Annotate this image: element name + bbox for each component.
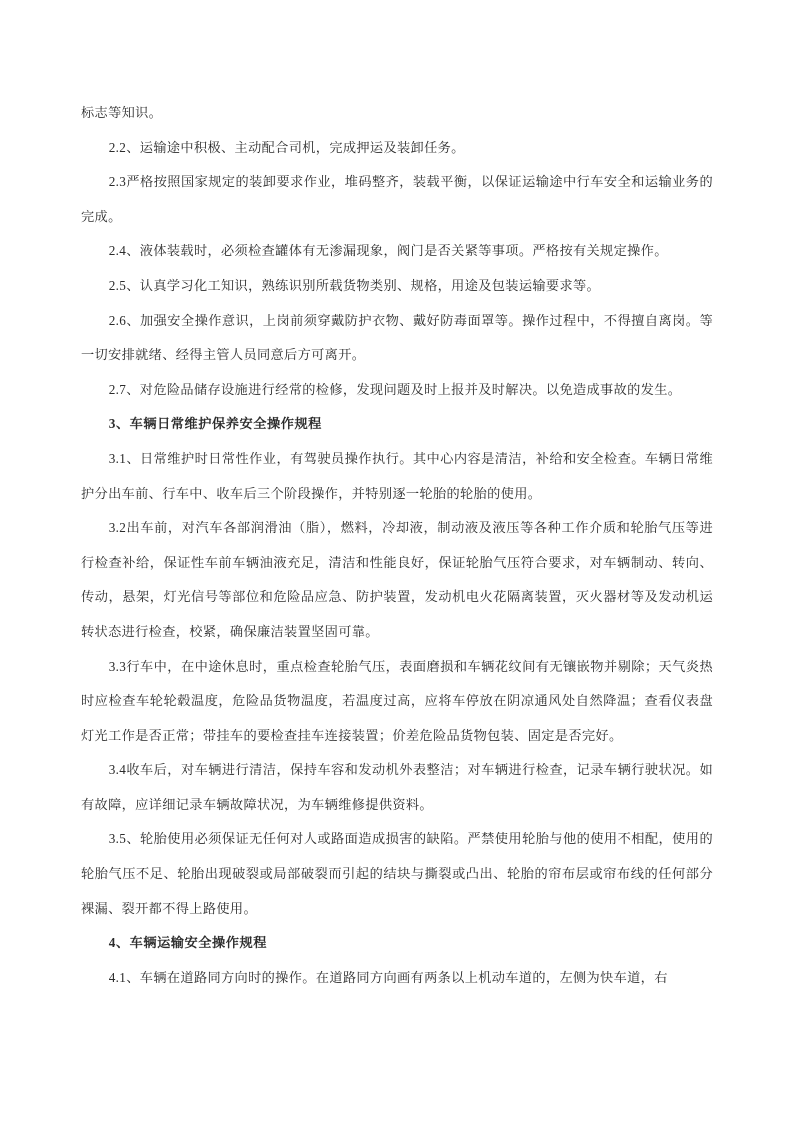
paragraph-3-2: 3.2出车前，对汽车各部润滑油（脂），燃料，冷却液，制动液及液压等各种工作介质和轮胎气压等进行检查补给，保证性车前车辆油液充足，清洁和性能良好，保证轮胎气压符合要求，对车辆制动、转向、传动，悬架，灯光信号等部位和危险品应急、防护装置，发动机电火花隔离装置，灭火器材等及发动机运转状态进行检查，校紧，确保廉洁装置坚固可靠。: [81, 520, 713, 639]
paragraph-2-6: 2.6、加强安全操作意识，上岗前须穿戴防护衣物、戴好防毒面罩等。操作过程中，不得擅自离岗。等一切安排就绪、经得主管人员同意后方可离开。: [81, 312, 713, 363]
heading-section-4: 4、车辆运输安全操作规程: [108, 935, 267, 951]
paragraph-2-7: 2.7、对危险品储存设施进行经常的检修，发现问题及时上报并及时解决。以免造成事故的发生。: [108, 381, 682, 397]
paragraph-3-4: 3.4收车后，对车辆进行清洁，保持车容和发动机外表整洁；对车辆进行检查，记录车辆行驶状况。如有故障，应详细记录车辆故障状况，为车辆维修提供资料。: [81, 762, 713, 812]
paragraph-2-2: 2.2、运输途中积极、主动配合司机，完成押运及装卸任务。: [108, 139, 465, 155]
heading-section-3: 3、车辆日常维护保养安全操作规程: [108, 416, 322, 432]
paragraph-2-4: 2.4、液体装载时，必须检查罐体有无渗漏现象，阀门是否关紧等事项。严格按有关规定操作。: [108, 243, 668, 259]
paragraph-3-3: 3.3行车中，在中途休息时，重点检查轮胎气压，表面磨损和车辆花纹间有无镶嵌物并剔除；天气炎热时应检查车轮轮毂温度，危险品货物温度，若温度过高，应将车停放在阴凉通风处自然降温；查看仪表盘灯光工作是否正常；带挂车的要检查挂车连接装置；价差危险品货物包装、固定是否完好。: [81, 658, 713, 743]
document-text-body: [81, 96, 713, 995]
paragraph-2-5: 2.5、认真学习化工知识，熟练识别所载货物类别、规格，用途及包装运输要求等。: [108, 277, 601, 293]
paragraph-3-5: 3.5、轮胎使用必须保证无任何对人或路面造成损害的缺陷。严禁使用轮胎与他的使用不相配，使用的轮胎气压不足、轮胎出现破裂或局部破裂而引起的结块与撕裂或凸出、轮胎的帘布层或帘布线的任何部分裸漏、裂开都不得上路使用。: [81, 831, 713, 916]
paragraph-4-1: 4.1、车辆在道路同方向时的操作。在道路同方向画有两条以上机动车道的，左侧为快车道，右: [108, 969, 668, 985]
paragraph-3-1: 3.1、日常维护时日常性作业，有驾驶员操作执行。其中心内容是清洁，补给和安全检查。车辆日常维护分出车前、行车中、收车后三个阶段操作，并特别逐一轮胎的轮胎的使用。: [81, 450, 713, 501]
paragraph-continuation: 标志等知识。: [81, 105, 163, 120]
paragraph-2-3: 2.3严格按照国家规定的装卸要求作业，堆码整齐，装载平衡，以保证运输途中行车安全和运输业务的完成。: [81, 174, 713, 224]
